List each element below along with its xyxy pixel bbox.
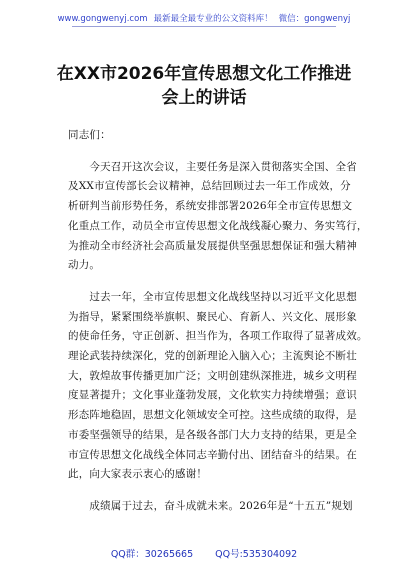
document-title (40, 62, 368, 110)
title-line-2: 会上的讲话 (161, 88, 247, 108)
header-divider (72, 26, 336, 27)
salutation: 同志们： (68, 129, 111, 141)
paragraph-line: 为指导，紧紧围绕举旗帜、聚民心、育新人、兴文化、展形象 (68, 310, 357, 323)
paragraph-line: 化重点工作，动员全市宣传思想文化战线凝心聚力、务实笃行， (68, 219, 368, 232)
paragraph-line: 度显著提升；文化事业蓬勃发展，文化软实力持续增强；意识 (68, 389, 357, 402)
paragraph-3 (68, 497, 358, 517)
paragraph-line: 理论武装持续深化，党的创新理论入脑入心；主流舆论不断壮 (68, 350, 357, 363)
title-line-1: 在XX市2026年宣传思想文化工作推进 (56, 64, 352, 84)
footer-contact (0, 546, 408, 560)
footer-qq-number[interactable]: QQ号:535304092 (215, 549, 298, 560)
speech-body (68, 126, 368, 517)
paragraph-2 (68, 288, 368, 485)
footer-qq-group[interactable]: QQ群：30265665 (110, 549, 194, 560)
paragraph-line: 大，敦煌故事传播更加广泛；文明创建纵深推进，城乡文明程 (68, 369, 357, 382)
paragraph-1 (68, 158, 368, 276)
paragraph-line: 形态阵地稳固，思想文化领域安全可控。这些成绩的取得，是 (68, 409, 357, 422)
paragraph-line: 为推动全市经济社会高质量发展提供坚强思想保证和强大精神 (68, 239, 357, 252)
paragraph-line: 及XX市宣传部长会议精神，总结回顾过去一年工作成效，分 (68, 180, 351, 193)
website-link[interactable]: www.gongwenyj.com (57, 14, 148, 24)
paragraph-line: 市委坚强领导的结果，是各级各部门大力支持的结果，更是全 (68, 428, 357, 441)
paragraph-line: 今天召开这次会议，主要任务是深入贯彻落实全国、全省 (68, 160, 357, 173)
paragraph-line: 此，向大家表示衷心的感谢！ (68, 468, 208, 481)
paragraph-line: 析研判当前形势任务，系统安排部署2026年全市宣传思想文 (68, 200, 353, 213)
paragraph-line: 成绩属于过去，奋斗成就未来。2026年是“十五五”规划 (68, 499, 353, 512)
paragraph-line: 的使命任务，守正创新、担当作为，各项工作取得了显著成效。 (68, 330, 368, 343)
header-wechat: 微信：gongwenyj (278, 14, 351, 24)
header-slogan: 最新最全最专业的公文资料库！ (153, 14, 273, 24)
paragraph-line: 过去一年，全市宣传思想文化战线坚持以习近平文化思想 (68, 290, 357, 303)
header-banner (0, 12, 408, 24)
paragraph-line: 市宣传思想文化战线全体同志辛勤付出、团结奋斗的结果。在 (68, 448, 357, 461)
paragraph-line: 动力。 (68, 259, 101, 272)
